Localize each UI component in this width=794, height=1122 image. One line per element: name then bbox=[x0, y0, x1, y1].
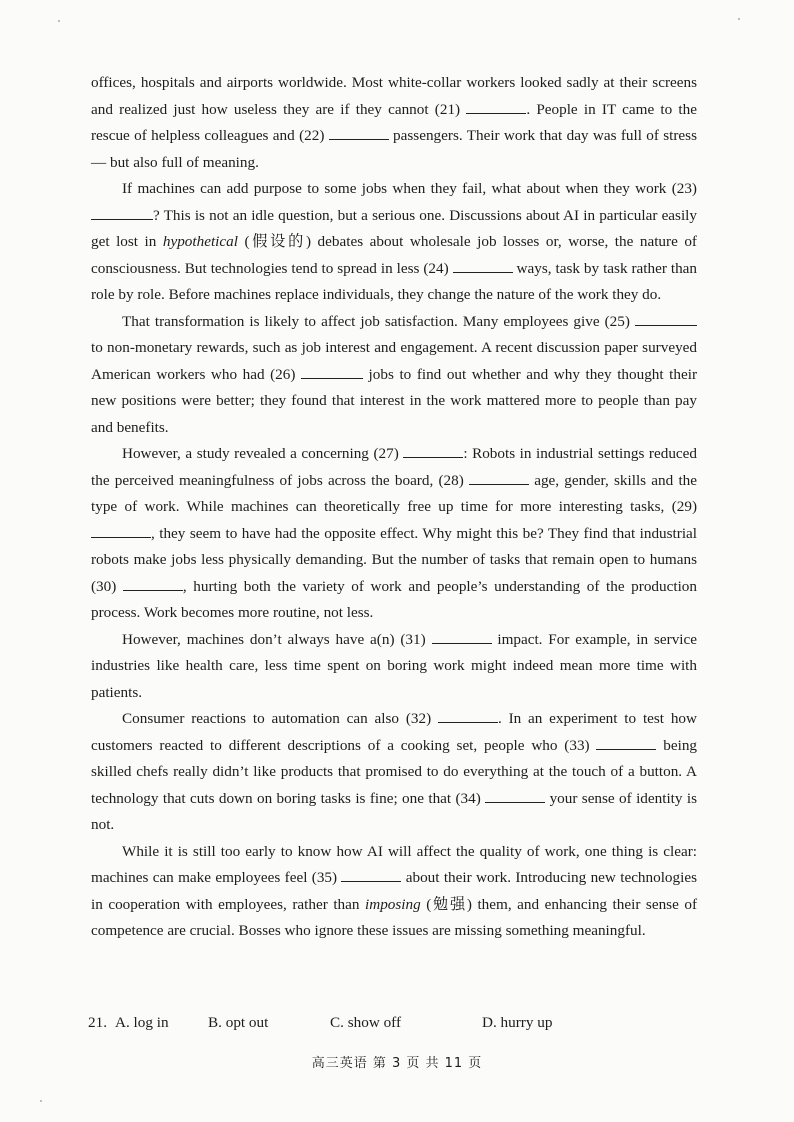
paragraph-4: However, a study revealed a concerning (27) : Robots in industrial settings reduced the perceived meaningfulness of jobs across the board, (28) age, gender, skills and the type of work. While machines can theoretically free up time for more interesting tasks, (29) , they seem to have had the opposite effect. Why might this be? They find that industrial robots make jobs less physically demanding. But the number of tasks that remain open to humans (30) , hurting both the variety of work and people’s understanding of the production process. Work becomes more routine, not less. bbox=[91, 445, 697, 621]
paragraph-5: However, machines don’t always have a(n) (31) impact. For example, in service industries like health care, less time spent on boring work might indeed mean more time with patients. bbox=[91, 630, 697, 701]
blank-21[interactable] bbox=[466, 99, 526, 114]
blank-26[interactable] bbox=[301, 364, 363, 379]
paragraph-3: That transformation is likely to affect job satisfaction. Many employees give (25) to non-monetary rewards, such as job interest and engagement. A recent discussion paper surveyed American workers who had (26) jobs to find out whether and why they thought their new positions were better; they found that interest in the work mattered more to people than pay and benefits. bbox=[91, 312, 698, 436]
blank-32[interactable] bbox=[438, 708, 498, 723]
blank-27[interactable] bbox=[403, 443, 463, 458]
blank-31[interactable] bbox=[432, 629, 492, 644]
option-d[interactable]: D. hurry up bbox=[482, 1014, 553, 1031]
option-b[interactable]: B. opt out bbox=[208, 1014, 269, 1031]
page-footer: 高三英语 第 3 页 共 11 页 bbox=[311, 1056, 483, 1071]
scan-speck bbox=[58, 20, 60, 22]
blank-24[interactable] bbox=[453, 258, 513, 273]
option-a[interactable]: A. log in bbox=[115, 1014, 169, 1031]
scan-speck bbox=[738, 18, 740, 20]
question-number: 21. bbox=[88, 1014, 107, 1031]
blank-35[interactable] bbox=[341, 867, 401, 882]
blank-29[interactable] bbox=[91, 523, 151, 538]
paragraph-7: While it is still too early to know how AI will affect the quality of work, one thing is clear: machines can make employees feel (35) about their work. Introducing new technologies in cooperation with employees, rather than imposing (勉强) them, and enhancing their sense of competence are crucial. Bosses who ignore these issues are missing something meaningful. bbox=[91, 842, 697, 939]
paragraph-2: If machines can add purpose to some jobs when they fail, what about when they work (23) ? This is not an idle question, but a serious one. Discussions about AI in particular easily get lost in hypothetical (假设的) debates about wholesale job losses or, worse, the nature of consciousness. But technologies tend to spread in less (24) ways, task by task rather than role by role. Before machines replace individuals, they change the nature of the work they do. bbox=[91, 180, 697, 303]
option-c[interactable]: C. show off bbox=[330, 1014, 402, 1031]
blank-33[interactable] bbox=[596, 735, 656, 750]
paragraph-6: Consumer reactions to automation can also (32) . In an experiment to test how customers reacted to different descriptions of a cooking set, people who (33) being skilled chefs really didn’t like products that promised to do everything at the touch of a button. A technology that cuts down on boring tasks is fine; one that (34) your sense of identity is not. bbox=[91, 710, 698, 833]
blank-34[interactable] bbox=[485, 788, 545, 803]
cloze-passage bbox=[91, 70, 697, 945]
question-21-options bbox=[88, 1014, 708, 1038]
blank-28[interactable] bbox=[469, 470, 529, 485]
scan-speck bbox=[40, 1100, 42, 1102]
blank-22[interactable] bbox=[329, 125, 389, 140]
blank-25[interactable] bbox=[635, 311, 697, 326]
blank-30[interactable] bbox=[123, 576, 183, 591]
paragraph-1: offices, hospitals and airports worldwide. Most white-collar workers looked sadly at their screens and realized just how useless they are if they cannot (21) . People in IT came to the rescue of helpless colleagues and (22) passengers. Their work that day was full of stress — but also full of meaning. bbox=[91, 74, 697, 171]
blank-23[interactable] bbox=[91, 205, 153, 220]
